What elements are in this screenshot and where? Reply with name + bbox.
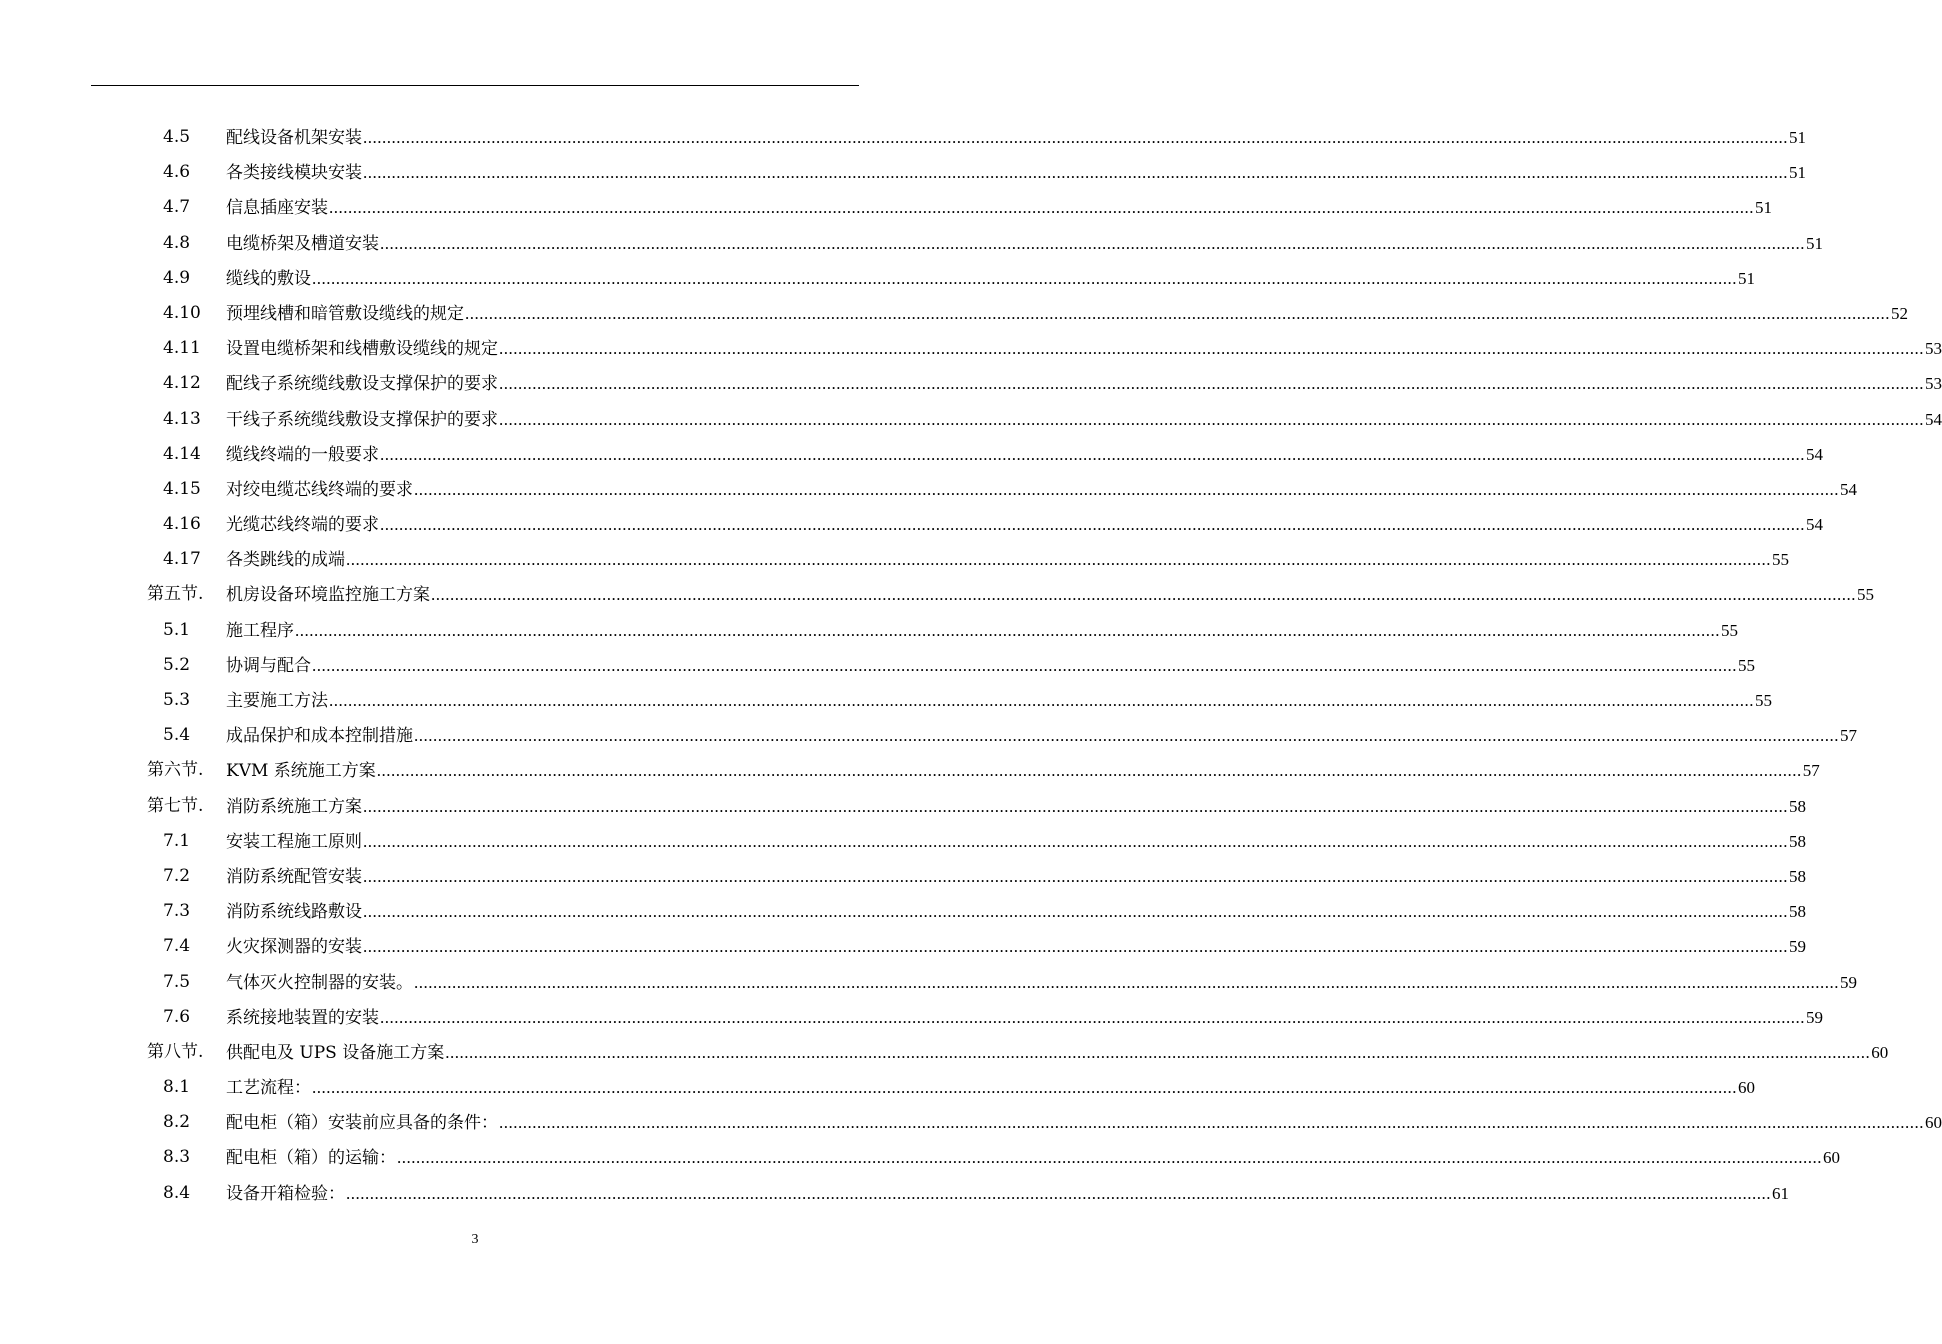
toc-entry-body <box>226 648 1755 684</box>
toc-entry-title: 干线子系统缆线敷设支撑保护的要求 <box>226 409 498 430</box>
toc-entry[interactable] <box>0 366 1942 401</box>
toc-entry-page: 60 <box>1738 1078 1755 1098</box>
toc-entry-body <box>226 1105 1942 1141</box>
toc-entry-title: 各类跳线的成端 <box>226 550 345 571</box>
toc-entry-body <box>226 226 1823 262</box>
toc-entry-title: 配电柜（箱）的运输： <box>226 1148 396 1169</box>
toc-entry-body <box>226 1070 1755 1106</box>
toc-entry-number: 4.10 <box>163 302 201 323</box>
toc-entry-body <box>226 1035 1889 1071</box>
toc-dot-leader: ............................................................................................................................................................................................................................................................................................................ <box>363 937 1788 957</box>
toc-entry[interactable] <box>0 577 1874 612</box>
toc-entry-body <box>226 261 1755 297</box>
toc-entry[interactable] <box>0 261 1755 296</box>
toc-entry-title: 配线子系统缆线敷设支撑保护的要求 <box>226 374 498 395</box>
toc-dot-leader: ............................................................................................................................................................................................................................................................................................................ <box>363 866 1788 886</box>
toc-entry-number: 7.3 <box>163 901 191 922</box>
toc-entry-number: 5.4 <box>163 725 191 746</box>
toc-entry-number: 4.5 <box>163 127 191 147</box>
toc-entry-number: 5.2 <box>163 654 191 675</box>
toc-entry-page: 58 <box>1789 796 1806 816</box>
toc-dot-leader: ............................................................................................................................................................................................................................................................................................................ <box>380 1007 1805 1027</box>
toc-entry[interactable] <box>0 402 1942 437</box>
toc-entry-number: 4.16 <box>163 514 201 535</box>
toc-dot-leader: ............................................................................................................................................................................................................................................................................................................ <box>397 1148 1822 1168</box>
toc-entry-page: 53 <box>1925 374 1942 394</box>
toc-entry[interactable] <box>0 296 1908 331</box>
toc-entry[interactable] <box>0 1176 1789 1211</box>
header-rule <box>91 85 859 86</box>
toc-entry-page: 54 <box>1806 515 1823 535</box>
toc-entry-title: 缆线终端的一般要求 <box>226 444 379 465</box>
toc-entry-number: 7.1 <box>163 830 191 851</box>
toc-entry-body <box>226 859 1806 895</box>
toc-entry-page: 54 <box>1840 479 1857 499</box>
toc-entry-body <box>226 542 1789 578</box>
toc-dot-leader: ............................................................................................................................................................................................................................................................................................................ <box>312 1078 1737 1098</box>
toc-dot-leader: ............................................................................................................................................................................................................................................................................................................ <box>346 550 1771 570</box>
toc-entry-body <box>226 190 1772 226</box>
toc-entry-title: 系统接地装置的安装 <box>226 1007 379 1028</box>
toc-entry[interactable] <box>0 155 1806 190</box>
toc-entry-page: 58 <box>1789 902 1806 922</box>
toc-entry-title: 配电柜（箱）安装前应具备的条件： <box>226 1113 498 1134</box>
toc-dot-leader: ............................................................................................................................................................................................................................................................................................................ <box>465 303 1890 323</box>
toc-entry-title: 信息插座安装 <box>226 198 328 219</box>
toc-dot-leader: ............................................................................................................................................................................................................................................................................................................ <box>312 655 1737 675</box>
toc-entry-title: 电缆桥架及槽道安装 <box>226 233 379 254</box>
toc-entry-title: 配线设备机架安装 <box>226 128 362 148</box>
toc-dot-leader: ............................................................................................................................................................................................................................................................................................................ <box>431 585 1856 605</box>
toc-entry[interactable] <box>0 1070 1755 1105</box>
toc-entry-number: 7.2 <box>163 865 191 886</box>
toc-entry-number: 4.14 <box>163 443 201 464</box>
toc-entry[interactable] <box>0 542 1789 577</box>
toc-entry-body <box>226 507 1823 543</box>
toc-dot-leader: ............................................................................................................................................................................................................................................................................................................ <box>380 515 1805 535</box>
toc-entry-body <box>226 437 1823 473</box>
toc-entry-title: 协调与配合 <box>226 655 311 676</box>
toc-entry-number: 第五节. <box>147 584 204 605</box>
toc-entry-body <box>226 683 1772 719</box>
toc-entry-page: 59 <box>1806 1007 1823 1027</box>
toc-entry-number: 4.8 <box>163 232 191 253</box>
toc-entry-number: 4.13 <box>163 408 201 429</box>
toc-entry-page: 55 <box>1772 550 1789 570</box>
toc-dot-leader: ............................................................................................................................................................................................................................................................................................................ <box>414 726 1839 746</box>
toc-entry-body <box>226 366 1942 402</box>
toc-entry-title: 气体灭火控制器的安装。 <box>226 972 413 993</box>
toc-entry[interactable] <box>0 507 1823 542</box>
toc-entry-page: 61 <box>1772 1183 1789 1203</box>
toc-entry-number: 8.3 <box>163 1147 191 1168</box>
toc-entry-page: 58 <box>1789 866 1806 886</box>
toc-entry-title: 缆线的敷设 <box>226 268 311 289</box>
toc-entry-title: 成品保护和成本控制措施 <box>226 726 413 747</box>
toc-entry-body <box>226 331 1942 367</box>
toc-dot-leader: ............................................................................................................................................................................................................................................................................................................ <box>363 128 1788 147</box>
toc-dot-leader: ............................................................................................................................................................................................................................................................................................................ <box>363 902 1788 922</box>
toc-entry-page: 60 <box>1925 1113 1942 1133</box>
toc-dot-leader: ............................................................................................................................................................................................................................................................................................................ <box>329 198 1754 218</box>
toc-entry-title: 消防系统施工方案 <box>226 796 362 817</box>
toc-entry-body <box>226 472 1857 508</box>
toc-entry-number: 8.2 <box>163 1112 191 1133</box>
toc-entry[interactable] <box>0 894 1806 929</box>
toc-entry-body <box>226 824 1806 860</box>
toc-dot-leader: ............................................................................................................................................................................................................................................................................................................ <box>295 620 1720 640</box>
toc-dot-leader: ............................................................................................................................................................................................................................................................................................................ <box>445 1042 1871 1062</box>
toc-entry-number: 8.1 <box>163 1077 191 1098</box>
toc-dot-leader: ............................................................................................................................................................................................................................................................................................................ <box>499 1113 1924 1133</box>
toc-entry[interactable] <box>0 859 1806 894</box>
toc-dot-leader: ............................................................................................................................................................................................................................................................................................................ <box>346 1183 1771 1203</box>
toc-entry-page: 59 <box>1789 937 1806 957</box>
toc-entry-title: 设置电缆桥架和线槽敷设缆线的规定 <box>226 339 498 360</box>
toc-entry-body <box>226 155 1806 191</box>
toc-entry-title: 对绞电缆芯线终端的要求 <box>226 479 413 500</box>
toc-entry-body <box>226 296 1908 332</box>
toc-entry-page: 55 <box>1857 585 1874 605</box>
toc-entry[interactable] <box>0 1000 1823 1035</box>
toc-entry-number: 8.4 <box>163 1182 191 1203</box>
toc-entry-page: 58 <box>1789 831 1806 851</box>
toc-entry-number: 7.4 <box>163 936 191 957</box>
toc-entry-number: 4.6 <box>163 162 191 183</box>
toc-entry-page: 57 <box>1802 761 1820 781</box>
toc-entry-title: 安装工程施工原则 <box>226 831 362 852</box>
toc-entry-page: 59 <box>1840 972 1857 992</box>
toc-entry[interactable] <box>0 472 1857 507</box>
toc-entry-title: 主要施工方法 <box>226 691 328 711</box>
toc-entry-page: 54 <box>1806 444 1823 464</box>
toc-dot-leader: ............................................................................................................................................................................................................................................................................................................ <box>499 374 1924 394</box>
toc-dot-leader: ............................................................................................................................................................................................................................................................................................................ <box>380 233 1805 253</box>
toc-entry-page: 60 <box>1871 1042 1889 1062</box>
toc-entry[interactable] <box>0 331 1942 366</box>
toc-dot-leader: ............................................................................................................................................................................................................................................................................................................ <box>363 796 1788 816</box>
toc-entry-body <box>226 789 1806 825</box>
toc-entry[interactable] <box>0 613 1738 648</box>
toc-entry-page: 55 <box>1721 620 1738 640</box>
toc-entry[interactable] <box>0 683 1772 718</box>
toc-entry-number: 第六节. <box>147 760 204 781</box>
toc-entry-number: 第八节. <box>147 1041 204 1062</box>
toc-entry-number: 4.11 <box>163 338 201 359</box>
toc-entry-number: 5.3 <box>163 690 191 710</box>
toc-entry[interactable] <box>0 753 1820 788</box>
toc-entry-body <box>226 718 1857 754</box>
toc-dot-leader: ............................................................................................................................................................................................................................................................................................................ <box>414 479 1839 499</box>
footer-page-number: 3 <box>471 1232 479 1247</box>
toc-entry-page: 55 <box>1738 655 1755 675</box>
toc-entry-body <box>226 1140 1840 1176</box>
toc-entry-page: 54 <box>1925 409 1942 429</box>
toc-entry-body <box>226 1176 1789 1212</box>
toc-entry-title: 设备开箱检验： <box>226 1183 345 1204</box>
toc-entry[interactable] <box>0 929 1806 964</box>
toc-entry-title: 消防系统线路敷设 <box>226 902 362 923</box>
toc-entry[interactable] <box>0 437 1823 472</box>
toc-entry-title: 施工程序 <box>226 620 294 641</box>
toc-entry-page: 51 <box>1738 268 1755 288</box>
toc-entry-number: 4.15 <box>163 478 201 499</box>
toc-entry-body <box>226 613 1738 649</box>
toc-entry[interactable] <box>0 1140 1840 1175</box>
toc-entry[interactable] <box>0 789 1806 824</box>
toc-entry-number: 7.6 <box>163 1006 191 1027</box>
toc-entry-body <box>226 402 1942 438</box>
toc-entry[interactable] <box>0 965 1857 1000</box>
toc-dot-leader: ............................................................................................................................................................................................................................................................................................................ <box>499 409 1924 429</box>
toc-entry-title: 工艺流程： <box>226 1078 311 1099</box>
toc-entry[interactable] <box>0 648 1755 683</box>
toc-entry-number: 4.9 <box>163 267 191 288</box>
toc-entry-number: 4.17 <box>163 549 201 570</box>
toc-entry-body <box>226 965 1857 1001</box>
toc-entry[interactable] <box>0 1105 1942 1140</box>
toc-entry-page: 51 <box>1806 233 1823 253</box>
toc-entry[interactable] <box>0 718 1857 753</box>
toc-entry-body <box>226 894 1806 930</box>
toc-entry-page: 51 <box>1789 163 1806 183</box>
toc-entry[interactable] <box>0 226 1823 261</box>
toc-dot-leader: ............................................................................................................................................................................................................................................................................................................ <box>380 444 1805 464</box>
toc-entry-page: 51 <box>1755 198 1772 218</box>
table-of-contents <box>0 120 1942 1211</box>
toc-entry-title: 预埋线槽和暗管敷设缆线的规定 <box>226 303 464 324</box>
toc-dot-leader: ............................................................................................................................................................................................................................................................................................................ <box>414 972 1839 992</box>
toc-entry-title: 各类接线模块安装 <box>226 163 362 184</box>
toc-entry-page: 57 <box>1840 726 1857 746</box>
toc-entry-page: 51 <box>1789 128 1806 147</box>
toc-entry-page: 55 <box>1755 691 1772 710</box>
toc-entry-title: 供配电及 UPS 设备施工方案 <box>226 1042 445 1063</box>
toc-entry-number: 7.5 <box>163 971 191 992</box>
toc-entry-number: 5.1 <box>163 619 191 640</box>
toc-dot-leader: ............................................................................................................................................................................................................................................................................................................ <box>499 339 1924 359</box>
toc-dot-leader: ............................................................................................................................................................................................................................................................................................................ <box>376 761 1802 781</box>
toc-dot-leader: ............................................................................................................................................................................................................................................................................................................ <box>329 691 1754 710</box>
toc-entry-title: 光缆芯线终端的要求 <box>226 515 379 536</box>
toc-entry[interactable] <box>0 190 1772 225</box>
toc-entry[interactable] <box>0 1035 1889 1070</box>
toc-entry[interactable] <box>0 824 1806 859</box>
toc-entry-page: 60 <box>1823 1148 1840 1168</box>
toc-entry-number: 4.12 <box>163 373 201 394</box>
toc-entry-body <box>226 120 1806 156</box>
toc-entry-body <box>226 753 1820 789</box>
toc-entry-page: 53 <box>1925 339 1942 359</box>
toc-entry-number: 第七节. <box>147 795 204 816</box>
toc-entry-body <box>226 577 1874 613</box>
toc-entry-body <box>226 1000 1823 1036</box>
toc-entry-body <box>226 929 1806 965</box>
toc-entry-title: 火灾探测器的安装 <box>226 937 362 958</box>
toc-entry[interactable] <box>0 120 1806 155</box>
toc-entry-title: KVM 系统施工方案 <box>226 761 376 782</box>
toc-dot-leader: ............................................................................................................................................................................................................................................................................................................ <box>363 831 1788 851</box>
toc-dot-leader: ............................................................................................................................................................................................................................................................................................................ <box>312 268 1737 288</box>
toc-dot-leader: ............................................................................................................................................................................................................................................................................................................ <box>363 163 1788 183</box>
toc-entry-number: 4.7 <box>163 197 191 218</box>
toc-entry-page: 52 <box>1891 303 1908 323</box>
toc-entry-title: 机房设备环境监控施工方案 <box>226 585 430 606</box>
toc-entry-title: 消防系统配管安装 <box>226 866 362 887</box>
